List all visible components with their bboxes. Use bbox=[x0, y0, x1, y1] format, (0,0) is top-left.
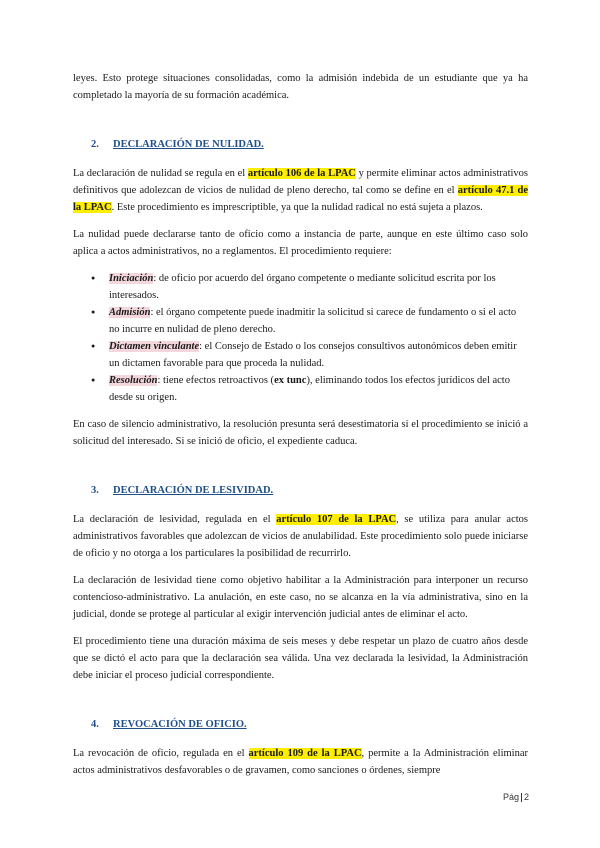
page-content bbox=[73, 70, 528, 789]
footer-divider bbox=[521, 793, 522, 802]
list-item: ● Dictamen vinculante: el Consejo de Estado o los consejos consultivos autonómicos deben emitir un dictamen favorable para que proceda la nulidad. bbox=[109, 338, 528, 372]
procedure-list bbox=[73, 270, 528, 406]
highlight-art-109: artículo 109 de la LPAC bbox=[248, 748, 362, 759]
list-item: ● Iniciación: de oficio por acuerdo del órgano competente o mediante solicitud escrita por los interesados. bbox=[109, 270, 528, 304]
section-3-heading: 3. DECLARACIÓN DE LESIVIDAD. bbox=[91, 485, 274, 496]
list-item: ● Admisión: el órgano competente puede inadmitir la solicitud si carece de fundamento o si el acto no incurre en nulidad de pleno derecho. bbox=[109, 304, 528, 338]
section-4-heading: 4. REVOCACIÓN DE OFICIO. bbox=[91, 719, 247, 730]
section-3-paragraph-1: La declaración de lesividad, regulada en el artículo 107 de la LPAC, se utiliza para anular actos administrativos favorables que adolezcan de vicios de anulabilidad. Este procedimiento solo puede iniciarse de oficio y no otorga a los particulares la posibilidad de recurrirlo. bbox=[73, 514, 528, 559]
page-label: Pág bbox=[503, 792, 520, 802]
highlight-art-106: artículo 106 de la LPAC bbox=[247, 168, 356, 179]
section-2-paragraph-2: La nulidad puede declararse tanto de oficio como a instancia de parte, aunque en este último caso solo aplica a actos administrativos, no a reglamentos. El procedimiento requiere: bbox=[73, 229, 528, 257]
section-3-paragraph-2: La declaración de lesividad tiene como objetivo habilitar a la Administración para interponer un recurso contencioso-administrativo. La anulación, en este caso, no se alcanza en la vía administrativa, sino en la judicial, donde se protege al particular al exigir intervención judicial antes de eliminar el acto. bbox=[73, 575, 528, 620]
section-3-paragraph-3: El procedimiento tiene una duración máxima de seis meses y debe respetar un plazo de cuatro años desde que se dictó el acto para que la declaración sea válida. Una vez declarada la lesividad, la Administración debe iniciar el proceso judicial correspondiente. bbox=[73, 636, 528, 681]
list-item: ● Resolución: tiene efectos retroactivos (ex tunc), eliminando todos los efectos jurídicos del acto desde su origen. bbox=[109, 372, 528, 406]
intro-paragraph: leyes. Esto protege situaciones consolidadas, como la admisión indebida de un estudiante que ya ha completado la mayoría de su formación académica. bbox=[73, 73, 528, 101]
highlight-art-47: artículo 47.1 de la LPAC bbox=[73, 185, 528, 213]
section-2-heading: 2. DECLARACIÓN DE NULIDAD. bbox=[91, 139, 264, 150]
page-number: 2 bbox=[524, 792, 530, 802]
section-4-paragraph-1: La revocación de oficio, regulada en el artículo 109 de la LPAC, permite a la Administración eliminar actos administrativos desfavorables o de gravamen, como sanciones o órdenes, siempre bbox=[73, 748, 528, 776]
highlight-art-107: artículo 107 de la LPAC bbox=[276, 514, 397, 525]
page-footer bbox=[503, 792, 529, 802]
section-2-paragraph-3: En caso de silencio administrativo, la resolución presunta será desestimatoria si el procedimiento se inició a solicitud del interesado. Si se inició de oficio, el expediente caduca. bbox=[73, 419, 528, 447]
section-2-paragraph-1: La declaración de nulidad se regula en el artículo 106 de la LPAC y permite eliminar actos administrativos definitivos que adolezcan de vicios de nulidad de pleno derecho, tal como se define en el artículo 47.1 de la LPAC. Este procedimiento es imprescriptible, ya que la nulidad radical no está sujeta a plazos. bbox=[73, 168, 528, 213]
